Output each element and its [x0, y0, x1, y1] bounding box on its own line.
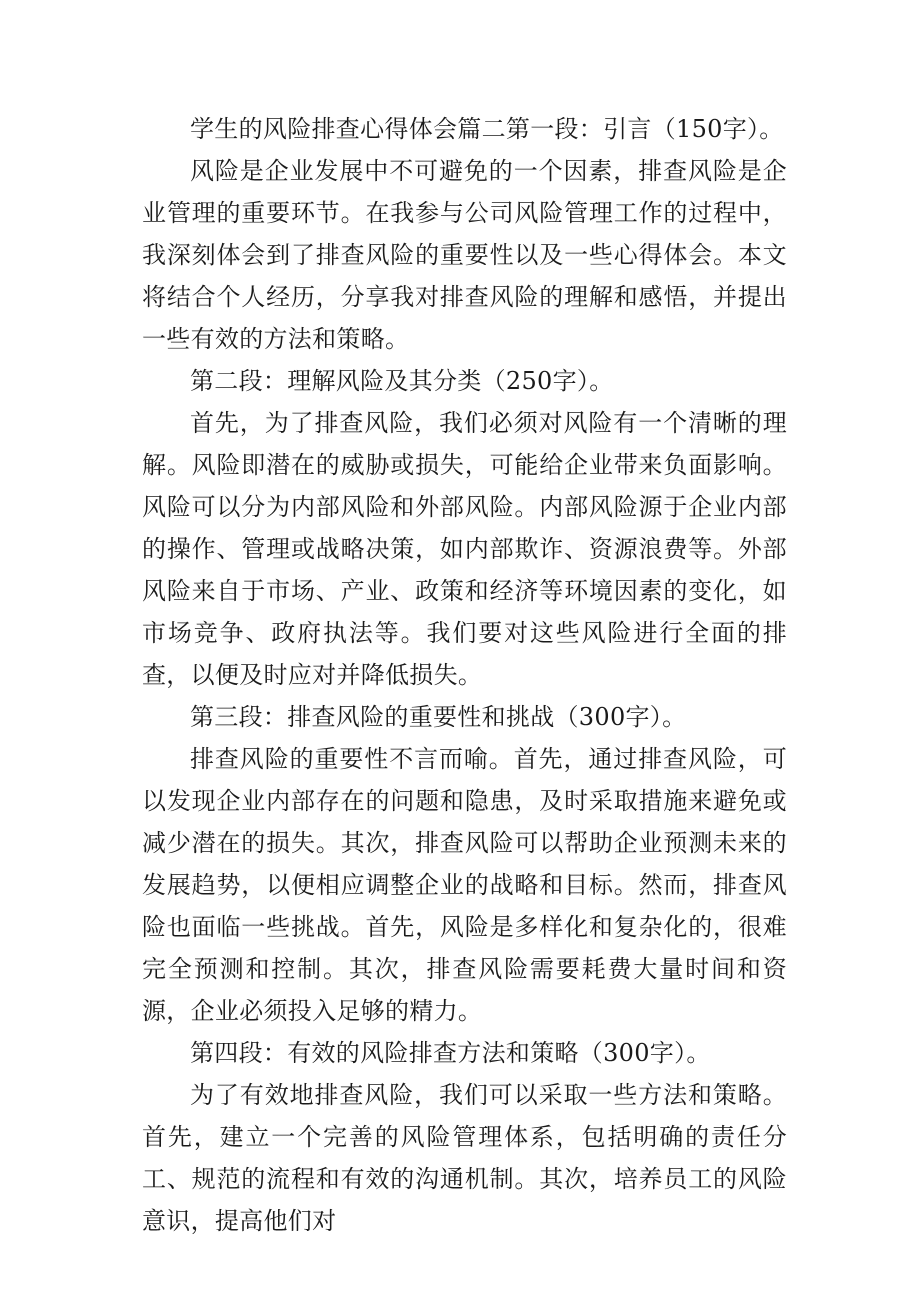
section-heading-1: 学生的风险排查心得体会篇二第一段：引言（150字）。	[190, 115, 784, 143]
body-paragraph-4: 为了有效地排查风险，我们可以采取一些方法和策略。首先，建立一个完善的风险管理体系，包括明确的责任分工、规范的流程和有效的沟通机制。其次，培养员工的风险意识，提高他们对	[142, 1081, 787, 1235]
body-paragraph-2: 首先，为了排查风险，我们必须对风险有一个清晰的理解。风险即潜在的威胁或损失，可能给企业带来负面影响。风险可以分为内部风险和外部风险。内部风险源于企业内部的操作、管理或战略决策，如内部欺诈、资源浪费等。外部风险来自于市场、产业、政策和经济等环境因素的变化，如市场竞争、政府执法等。我们要对这些风险进行全面的排查，以便及时应对并降低损失。	[142, 409, 787, 689]
body-paragraph-3: 排查风险的重要性不言而喻。首先，通过排查风险，可以发现企业内部存在的问题和隐患，及时采取措施来避免或减少潜在的损失。其次，排查风险可以帮助企业预测未来的发展趋势，以便相应调整企业的战略和目标。然而，排查风险也面临一些挑战。首先，风险是多样化和复杂化的，很难完全预测和控制。其次，排查风险需要耗费大量时间和资源，企业必须投入足够的精力。	[142, 745, 787, 1025]
section-heading-3: 第三段：排查风险的重要性和挑战（300字）。	[190, 703, 687, 731]
document-body	[142, 108, 787, 1242]
section-heading-4: 第四段：有效的风险排查方法和策略（300字）。	[190, 1039, 711, 1067]
section-heading-2: 第二段：理解风险及其分类（250字）。	[190, 367, 614, 395]
body-paragraph-1: 风险是企业发展中不可避免的一个因素，排查风险是企业管理的重要环节。在我参与公司风险管理工作的过程中，我深刻体会到了排查风险的重要性以及一些心得体会。本文将结合个人经历，分享我对排查风险的理解和感悟，并提出一些有效的方法和策略。	[142, 157, 787, 353]
